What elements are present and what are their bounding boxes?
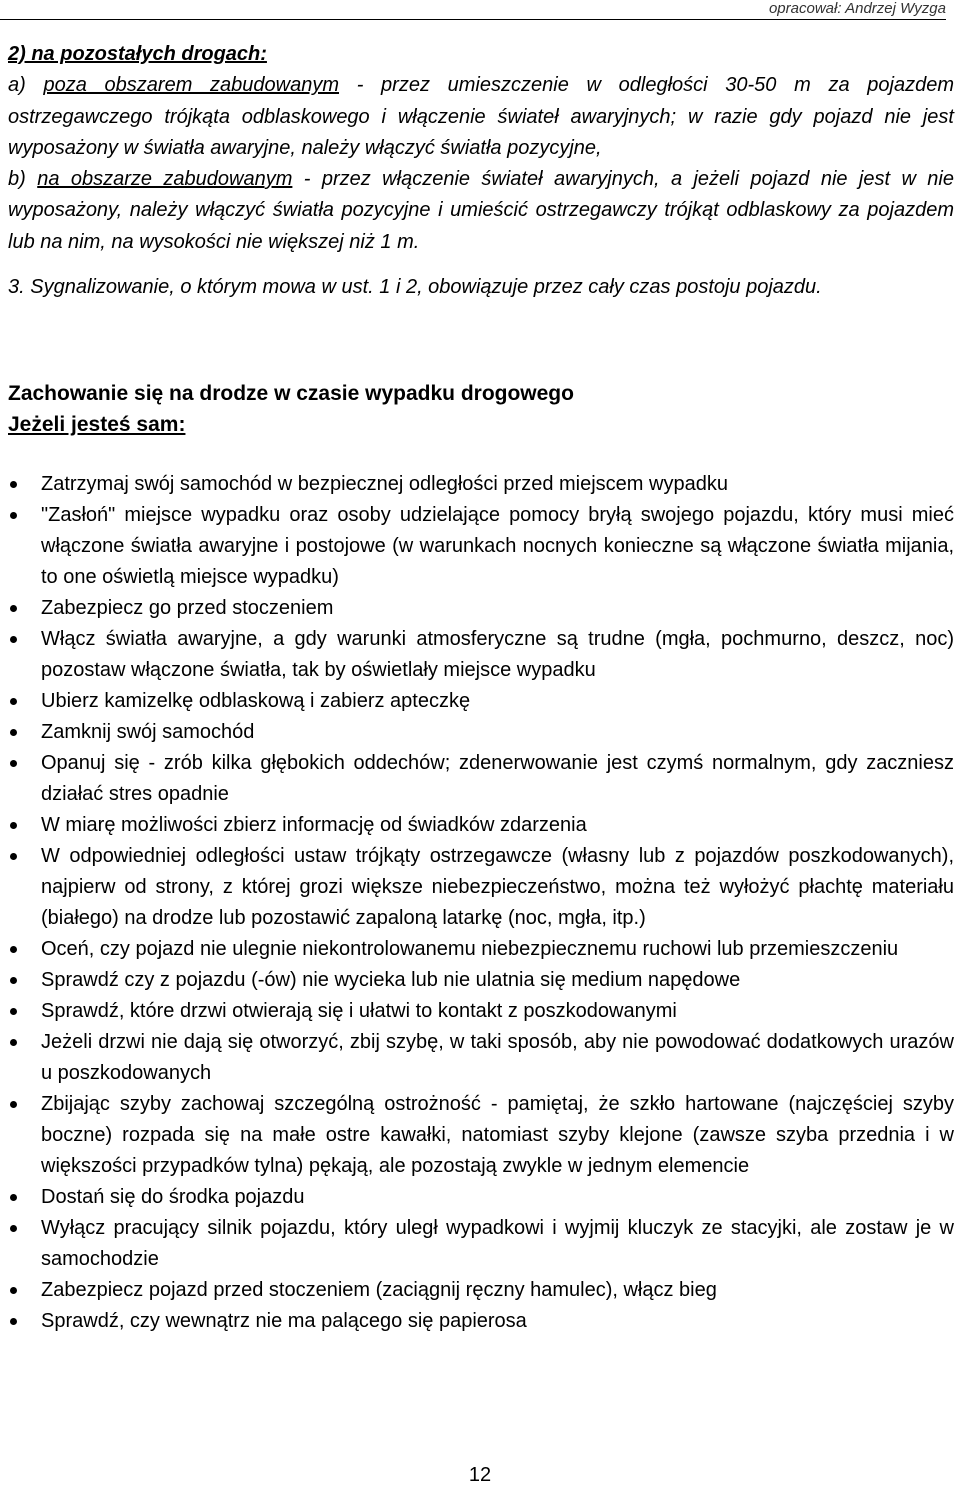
bullet-icon — [10, 512, 17, 519]
list-item-text: Oceń, czy pojazd nie ulegnie niekontrolowanemu niebezpiecznemu ruchowi lub przemieszczeniu — [41, 938, 899, 960]
list-item-text: Ubierz kamizelkę odblaskową i zabierz apteczkę — [41, 690, 471, 712]
list-item — [0, 1306, 954, 1337]
accident-section-header — [8, 378, 954, 440]
list-item — [0, 1182, 954, 1213]
rule-2b — [8, 164, 954, 258]
list-item — [0, 1089, 954, 1182]
list-item — [0, 686, 954, 717]
list-item-text: Zamknij swój samochód — [41, 721, 255, 743]
rule-2a-label: a) — [8, 74, 44, 97]
list-item-text: W odpowiedniej odległości ustaw trójkąty ostrzegawcze (własny lub z pojazdów poszkodowanych), najpierw od strony, z której grozi większe niebezpieczeństwo, można też wyłożyć płachtę materiału (białego) na drodze lub pozostawić zapaloną latarkę (noc, mgła, itp.) — [41, 845, 954, 929]
list-item-text: Zbijając szyby zachowaj szczególną ostrożność - pamiętaj, że szkło hartowane (najczęściej szyby boczne) rozpada się na małe ostre kawałki, natomiast szyby klejone (zawsze szyba przednia i w większości przypadków tylna) pękają, ale pozostają zwykle w jednym elemencie — [41, 1093, 954, 1177]
list-item — [0, 1027, 954, 1089]
list-item-text: W miarę możliwości zbierz informację od świadków zdarzenia — [41, 814, 587, 836]
bullet-icon — [10, 1039, 17, 1046]
list-item — [0, 810, 954, 841]
list-item-text: Zabezpiecz go przed stoczeniem — [41, 597, 334, 619]
list-item — [0, 593, 954, 624]
list-item-text: Dostań się do środka pojazdu — [41, 1186, 305, 1208]
list-item — [0, 996, 954, 1027]
bullet-icon — [10, 1194, 17, 1201]
bullet-icon — [10, 1287, 17, 1294]
bullet-icon — [10, 1225, 17, 1232]
list-item — [0, 624, 954, 686]
bullet-icon — [10, 729, 17, 736]
list-item-text: Jeżeli drzwi nie dają się otworzyć, zbij szybę, w taki sposób, aby nie powodować dodatkowych urazów u poszkodowanych — [41, 1031, 954, 1084]
rule-2b-underlined: na obszarze zabudowanym — [37, 168, 293, 191]
section-heading: Zachowanie się na drodze w czasie wypadku drogowego — [8, 382, 574, 405]
bullet-icon — [10, 946, 17, 953]
bullet-icon — [10, 636, 17, 643]
list-item-text: Sprawdź, czy wewnątrz nie ma palącego się papierosa — [41, 1310, 527, 1332]
list-item-text: Sprawdź, które drzwi otwierają się i ułatwi to kontakt z poszkodowanymi — [41, 1000, 677, 1022]
author-header: opracował: Andrzej Wyzga — [0, 0, 946, 20]
rule-2a-underlined: poza obszarem zabudowanym — [43, 74, 340, 97]
section-subheading: Jeżeli jesteś sam: — [8, 413, 186, 436]
instructions-list — [0, 469, 954, 1337]
list-item — [0, 841, 954, 934]
list-item-text: Zatrzymaj swój samochód w bezpiecznej odległości przed miejscem wypadku — [41, 473, 728, 495]
bullet-icon — [10, 481, 17, 488]
rule-3: 3. Sygnalizowanie, o którym mowa w ust. 1 i 2, obowiązuje przez cały czas postoju pojazdu. — [8, 276, 822, 299]
bullet-icon — [10, 605, 17, 612]
rule-2a — [8, 70, 954, 164]
bullet-icon — [10, 822, 17, 829]
rule-2-title-text: 2) na pozostałych drogach: — [8, 43, 267, 65]
rule-2-title — [8, 39, 954, 70]
traffic-rules-excerpt — [8, 39, 954, 303]
bullet-icon — [10, 1101, 17, 1108]
page-number: 12 — [468, 1464, 492, 1486]
bullet-icon — [10, 1318, 17, 1325]
list-item — [0, 965, 954, 996]
list-item — [0, 717, 954, 748]
list-item-text: "Zasłoń" miejsce wypadku oraz osoby udzielające pomocy bryłą swojego pojazdu, który musi mieć włączone światła awaryjne i postojowe (w warunkach nocnych konieczne są włączone światła mijania, to one oświetlą miejsce wypadku) — [41, 504, 954, 588]
rule-2b-text: - przez włączenie świateł awaryjnych, a jeżeli pojazd nie jest w nie wyposażony, należy włączyć światła pozycyjne i umieścić ostrzegawczy trójkąt odblaskowy za pojazdem lub na nim, na wysokości nie większej niż 1 m. — [8, 168, 954, 253]
list-item — [0, 1275, 954, 1306]
list-item-text: Sprawdź czy z pojazdu (-ów) nie wycieka lub nie ulatnia się medium napędowe — [41, 969, 741, 991]
list-item — [0, 500, 954, 593]
list-item — [0, 1213, 954, 1275]
list-item-text: Zabezpiecz pojazd przed stoczeniem (zaciągnij ręczny hamulec), włącz bieg — [41, 1279, 717, 1301]
rule-2a-text: - przez umieszczenie w odległości 30-50 m za pojazdem ostrzegawczego trójkąta odblaskowego i włączenie świateł awaryjnych; w razie gdy pojazd nie jest wyposażony w światła awaryjne, należy włączyć światła pozycyjne, — [8, 74, 955, 159]
list-item-text: Opanuj się - zrób kilka głębokich oddechów; zdenerwowanie jest czymś normalnym, gdy zaczniesz działać stres opadnie — [41, 752, 954, 805]
rule-2b-label: b) — [8, 168, 38, 191]
list-item — [0, 469, 954, 500]
bullet-icon — [10, 760, 17, 767]
bullet-icon — [10, 698, 17, 705]
list-item — [0, 934, 954, 965]
bullet-icon — [10, 977, 17, 984]
list-item — [0, 748, 954, 810]
bullet-icon — [10, 853, 17, 860]
bullet-icon — [10, 1008, 17, 1015]
list-item-text: Włącz światła awaryjne, a gdy warunki atmosferyczne są trudne (mgła, pochmurno, deszcz, noc) pozostaw włączone światła, tak by oświetlały miejsce wypadku — [41, 628, 954, 681]
list-item-text: Wyłącz pracujący silnik pojazdu, który uległ wypadkowi i wyjmij kluczyk ze stacyjki, ale zostaw je w samochodzie — [41, 1217, 954, 1270]
